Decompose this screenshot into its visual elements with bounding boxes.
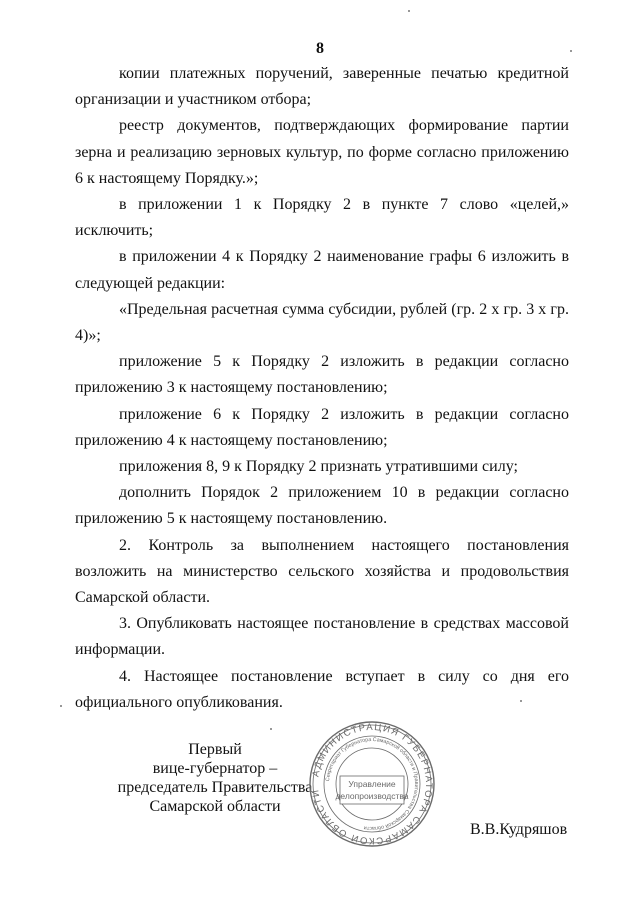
- signer-title-line: Самарской области: [149, 798, 281, 815]
- scan-speck: [408, 10, 410, 12]
- scan-speck: [570, 50, 572, 52]
- paragraph-appendix-6: приложение 6 к Порядку 2 изложить в редакции согласно приложению 4 к настоящему постановлению;: [75, 405, 569, 449]
- scan-speck: [270, 728, 272, 730]
- seal-outer-text: АДМИНИСТРАЦИЯ ГУБЕРНАТОРА САМАРСКОЙ ОБЛАСТИ: [310, 721, 435, 847]
- paragraph-document-registry: реестр документов, подтверждающих формирование партии зерна и реализацию зерновых культур, по форме согласно приложению 6 к настоящему Порядку.»;: [75, 117, 569, 187]
- paragraph-effective-date: 4. Настоящее постановление вступает в силу со дня его официального опубликования.: [75, 667, 569, 711]
- signer-title-line: Первый: [188, 741, 242, 758]
- paragraph-appendix-5: приложение 5 к Порядку 2 изложить в редакции согласно приложению 3 к настоящему постановлению;: [75, 353, 569, 397]
- paragraph-appendix-4: в приложении 4 к Порядку 2 наименование графы 6 изложить в следующей редакции:: [75, 248, 569, 292]
- seal-inner-text: Секретариат Губернатора Самарской области и Правительства Самарской области: [325, 736, 420, 832]
- scan-speck: [60, 705, 62, 707]
- signer-name: В.В.Кудряшов: [470, 821, 568, 838]
- seal-center-line: Управление: [348, 779, 396, 789]
- signer-title: [115, 740, 315, 816]
- official-seal-icon: [308, 720, 436, 848]
- paragraph-column-title: «Предельная расчетная сумма субсидии, рублей (гр. 2 х гр. 3 х гр. 4)»;: [75, 300, 569, 345]
- seal-center-line: делопроизводства: [335, 791, 409, 801]
- scan-speck: [520, 700, 522, 702]
- paragraph-appendix-10: дополнить Порядок 2 приложением 10 в редакции согласно приложению 5 к настоящему постановлению.: [75, 484, 569, 528]
- paragraph-publish: 3. Опубликовать настоящее постановление в средствах массовой информации.: [75, 615, 569, 659]
- paragraph-control: 2. Контроль за выполнением настоящего постановления возложить на министерство сельского хозяйства и продовольствия Самарской области.: [75, 536, 569, 607]
- paragraph-appendix-1: в приложении 1 к Порядку 2 в пункте 7 слово «целей,» исключить;: [75, 196, 569, 240]
- paragraph-appendix-8-9: приложения 8, 9 к Порядку 2 признать утратившими силу;: [119, 458, 518, 476]
- paragraph-payment-orders: копии платежных поручений, заверенные печатью кредитной организации и участником отбора;: [75, 65, 569, 109]
- signer-title-line: вице-губернатор –: [152, 760, 278, 777]
- signer-title-line: председатель Правительства: [117, 779, 313, 796]
- page-number: 8: [316, 40, 324, 57]
- document-body: [75, 61, 569, 716]
